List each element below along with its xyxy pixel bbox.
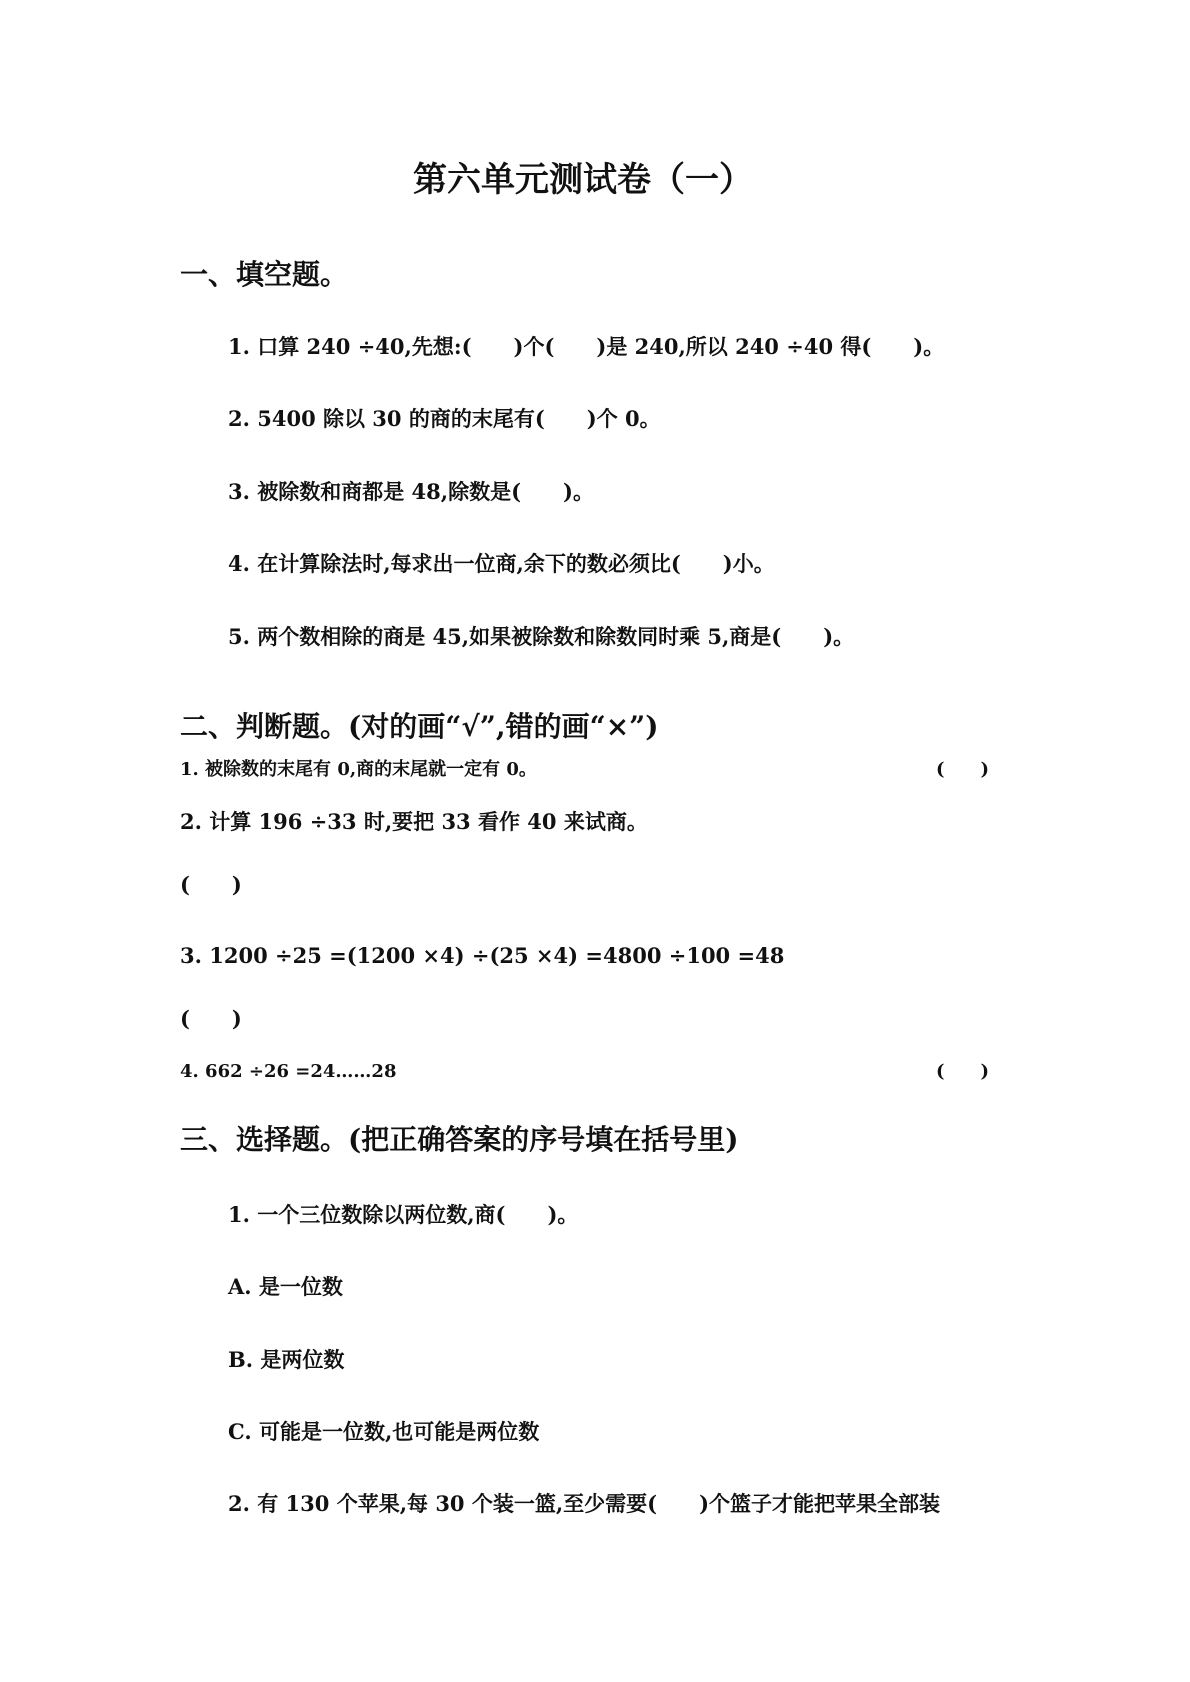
section-heading-true-false: 二、判断题。(对的画“√”,错的画“×”) (180, 710, 659, 743)
section-heading-fill-in: 一、填空题。 (180, 258, 349, 291)
true-false-question-1: 1. 被除数的末尾有 0,商的末尾就一定有 0。 (180, 759, 537, 780)
choice-option-b: B. 是两位数 (228, 1347, 345, 1372)
page-title: 第六单元测试卷（一） (413, 160, 753, 200)
choice-question-1: 1. 一个三位数除以两位数,商( )。 (228, 1202, 579, 1227)
true-false-answer-paren-3: ( ) (180, 1006, 242, 1031)
true-false-question-4: 4. 662 ÷26 =24……28 (180, 1061, 397, 1082)
fill-in-question-4: 4. 在计算除法时,每求出一位商,余下的数必须比( )小。 (228, 551, 775, 576)
true-false-answer-paren-1: ( ) (936, 759, 990, 780)
choice-option-c: C. 可能是一位数,也可能是两位数 (228, 1419, 540, 1444)
choice-option-a: A. 是一位数 (228, 1274, 343, 1299)
choice-question-2: 2. 有 130 个苹果,每 30 个装一篮,至少需要( )个篮子才能把苹果全部装 (228, 1491, 941, 1516)
fill-in-question-2: 2. 5400 除以 30 的商的末尾有( )个 0。 (228, 406, 661, 431)
fill-in-question-3: 3. 被除数和商都是 48,除数是( )。 (228, 479, 594, 504)
true-false-answer-paren-2: ( ) (180, 872, 242, 897)
section-heading-multiple-choice: 三、选择题。(把正确答案的序号填在括号里) (180, 1123, 739, 1156)
true-false-question-2: 2. 计算 196 ÷33 时,要把 33 看作 40 来试商。 (180, 809, 648, 834)
true-false-question-3: 3. 1200 ÷25 =(1200 ×4) ÷(25 ×4) =4800 ÷100 =48 (180, 943, 785, 968)
true-false-answer-paren-4: ( ) (936, 1061, 990, 1082)
fill-in-question-1: 1. 口算 240 ÷40,先想:( )个( )是 240,所以 240 ÷40 得( )。 (228, 334, 945, 359)
fill-in-question-5: 5. 两个数相除的商是 45,如果被除数和除数同时乘 5,商是( )。 (228, 624, 855, 649)
